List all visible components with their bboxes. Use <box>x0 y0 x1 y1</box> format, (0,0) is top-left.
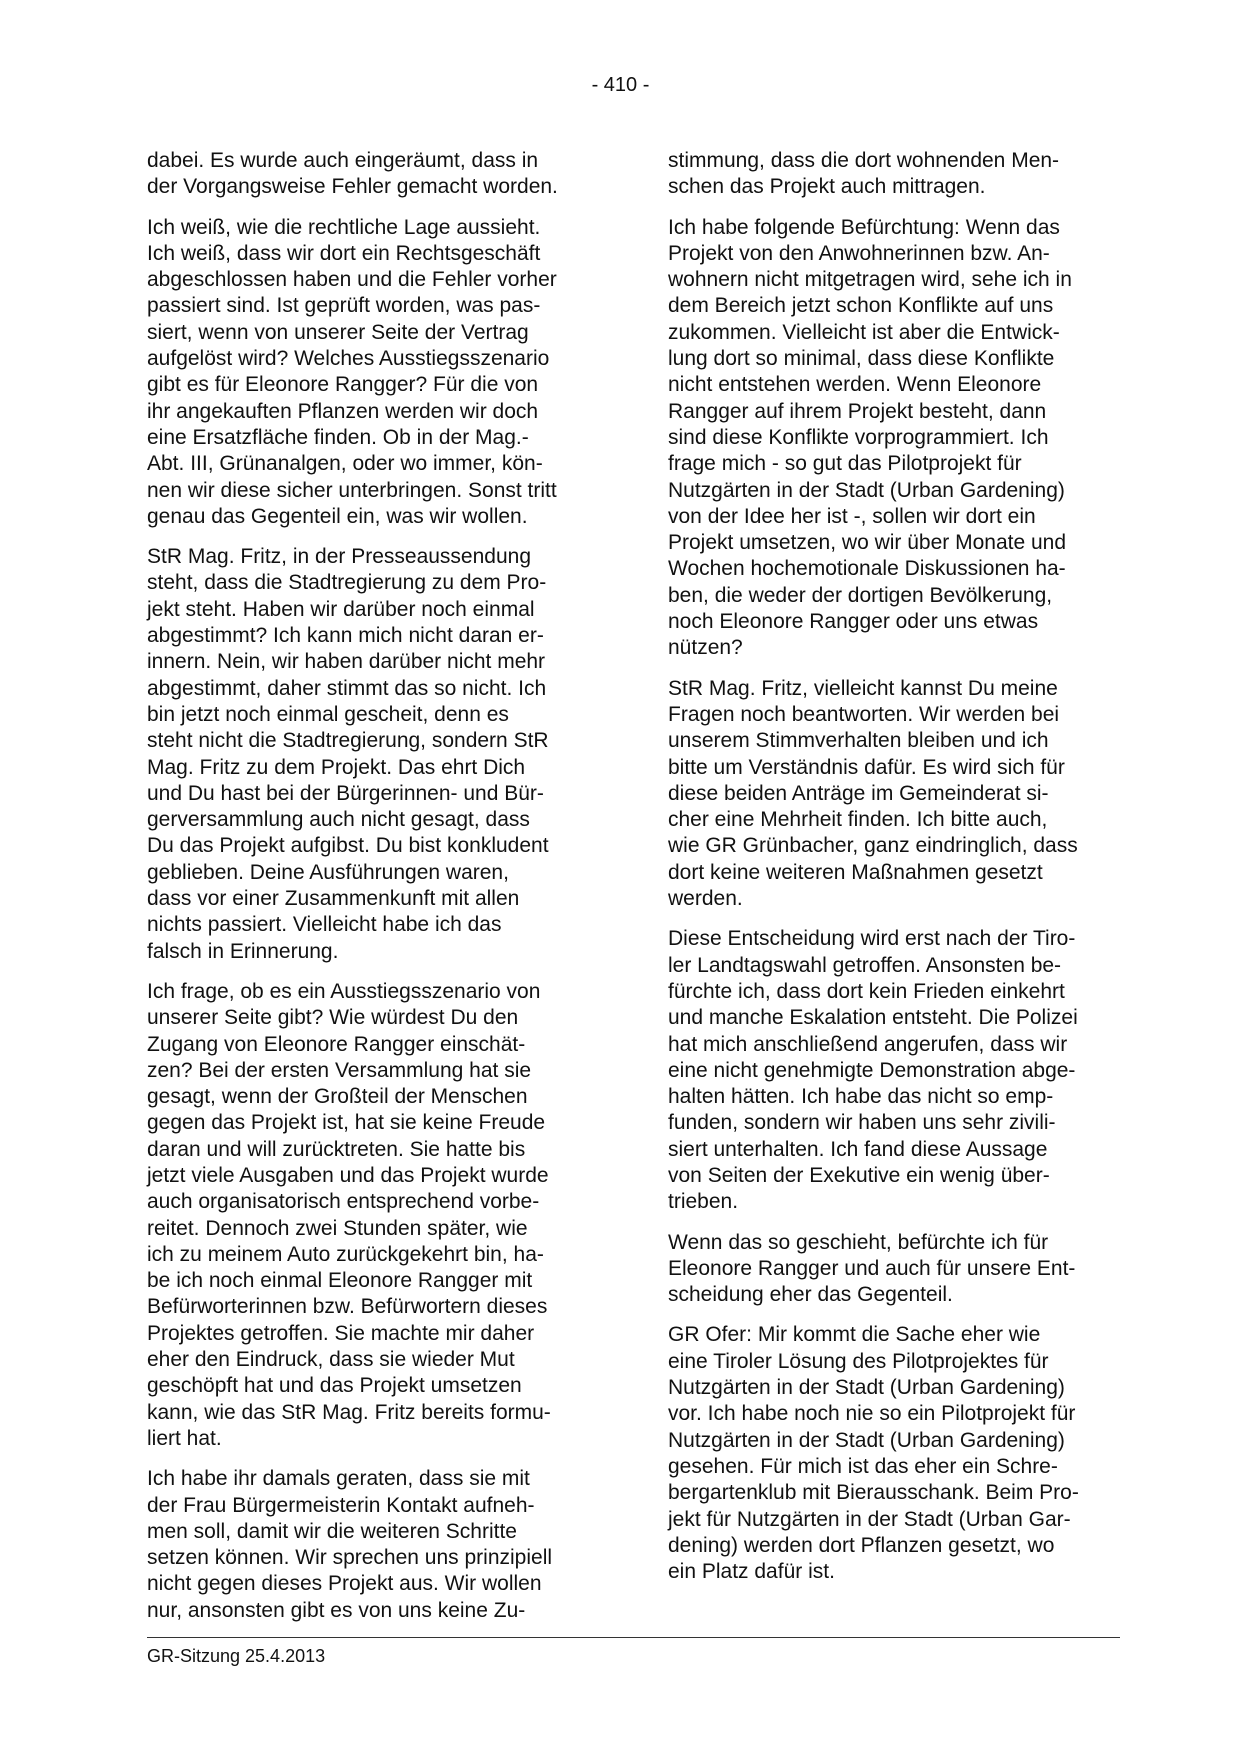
paragraph: StR Mag. Fritz, in der Presseaussendung steht, dass die Stadtregierung zu dem Pro- jekt steht. Haben wir darüber noch einmal abgestimmt? Ich kann mich nicht daran er- innern. Nein, wir haben darüber nicht mehr abgestimmt, daher stimmt das so nicht. Ich bin jetzt noch einmal gescheit, denn es steht nicht die Stadtregierung, sondern StR Mag. Fritz zu dem Projekt. Das ehrt Dich und Du hast bei der Bürgerinnen- und Bür- gerversammlung auch nicht gesagt, dass Du das Projekt aufgibst. Du bist konkludent geblieben. Deine Ausführungen waren, dass vor einer Zusammenkunft mit allen nichts passiert. Vielleicht habe ich das falsch in Erinnerung. <box>147 545 549 963</box>
paragraph: stimmung, dass die dort wohnenden Men- schen das Projekt auch mittragen. <box>668 149 1060 199</box>
paragraph: dabei. Es wurde auch eingeräumt, dass in der Vorgangsweise Fehler gemacht worden. <box>147 149 558 199</box>
footer-session-label: GR-Sitzung 25.4.2013 <box>147 1646 326 1666</box>
footer-divider <box>147 1637 1120 1638</box>
paragraph: Diese Entscheidung wird erst nach der Tiro- ler Landtagswahl getroffen. Ansonsten be- fürchte ich, dass dort kein Frieden einkehrt und manche Eskalation entsteht. Die Polizei hat mich anschließend angerufen, dass wir eine nicht genehmigte Demonstration abge- halten hätten. Ich habe das nicht so emp- funden, sondern wir haben uns sehr zivili- siert unterhalten. Ich fand diese Aussage von Seiten der Exekutive ein wenig über- trieben. <box>668 927 1078 1214</box>
left-column <box>147 148 602 1638</box>
paragraph: Wenn das so geschieht, befürchte ich für Eleonore Rangger und auch für unsere Ent- scheidung eher das Gegenteil. <box>668 1230 1076 1307</box>
paragraph: GR Ofer: Mir kommt die Sache eher wie eine Tiroler Lösung des Pilotprojektes für Nutzgärten in der Stadt (Urban Gardening) vor. Ich habe noch nie so ein Pilotprojekt für Nutzgärten in der Stadt (Urban Gardening) gesehen. Für mich ist das eher ein Schre- bergartenklub mit Bierausschank. Beim Pro- jekt für Nutzgärten in der Stadt (Urban Gar- dening) werden dort Pflanzen gesetzt, wo ein Platz dafür ist. <box>668 1323 1079 1584</box>
right-column <box>668 148 1123 1599</box>
page-number: - 410 - <box>591 74 650 96</box>
paragraph: Ich frage, ob es ein Ausstiegsszenario von unserer Seite gibt? Wie würdest Du den Zugang von Eleonore Rangger einschät- zen? Bei der ersten Versammlung hat sie gesagt, wenn der Großteil der Menschen gegen das Projekt ist, hat sie keine Freude daran und will zurücktreten. Sie hatte bis jetzt viele Ausgaben und das Projekt wurde auch organisatorisch entsprechend vorbe- reitet. Dennoch zwei Stunden später, wie ich zu meinem Auto zurückgekehrt bin, ha- be ich noch einmal Eleonore Rangger mit Befürworterinnen bzw. Befürwortern dieses Projektes getroffen. Sie machte mir daher eher den Eindruck, dass sie wieder Mut geschöpft hat und das Projekt umsetzen kann, wie das StR Mag. Fritz bereits formu- liert hat. <box>147 979 551 1450</box>
paragraph: StR Mag. Fritz, vielleicht kannst Du meine Fragen noch beantworten. Wir werden bei unserem Stimmverhalten bleiben und ich bitte um Verständnis dafür. Es wird sich für diese beiden Anträge im Gemeinderat si- cher eine Mehrheit finden. Ich bitte auch, wie GR Grünbacher, ganz eindringlich, dass dort keine weiteren Maßnahmen gesetzt werden. <box>668 676 1078 911</box>
paragraph: Ich weiß, wie die rechtliche Lage aussieht. Ich weiß, dass wir dort ein Rechtsgeschäft abgeschlossen haben und die Fehler vorher passiert sind. Ist geprüft worden, was pas- siert, wenn von unserer Seite der Vertrag aufgelöst wird? Welches Ausstiegsszenario gibt es für Eleonore Rangger? Für die von ihr angekauften Pflanzen werden wir doch eine Ersatzfläche finden. Ob in der Mag.- Abt. III, Grünanalgen, oder wo immer, kön- nen wir diese sicher unterbringen. Sonst tritt genau das Gegenteil ein, was wir wollen. <box>147 215 557 528</box>
paragraph: Ich habe folgende Befürchtung: Wenn das Projekt von den Anwohnerinnen bzw. An- wohnern nicht mitgetragen wird, sehe ich in dem Bereich jetzt schon Konflikte auf uns zukommen. Vielleicht ist aber die Entwick- lung dort so minimal, dass diese Konflikte nicht entstehen werden. Wenn Eleonore Rangger auf ihrem Projekt besteht, dann sind diese Konflikte vorprogrammiert. Ich frage mich - so gut das Pilotprojekt für Nutzgärten in der Stadt (Urban Gardening) von der Idee her ist -, sollen wir dort ein Projekt umsetzen, wo wir über Monate und Wochen hochemotionale Diskussionen ha- ben, die weder der dortigen Bevölkerung, noch Eleonore Rangger oder uns etwas nützen? <box>668 215 1072 660</box>
paragraph: Ich habe ihr damals geraten, dass sie mit der Frau Bürgermeisterin Kontakt aufneh- men soll, damit wir die weiteren Schritte setzen können. Wir sprechen uns prinzipiell nicht gegen dieses Projekt aus. Wir wollen nur, ansonsten gibt es von uns keine Zu- <box>147 1467 553 1622</box>
